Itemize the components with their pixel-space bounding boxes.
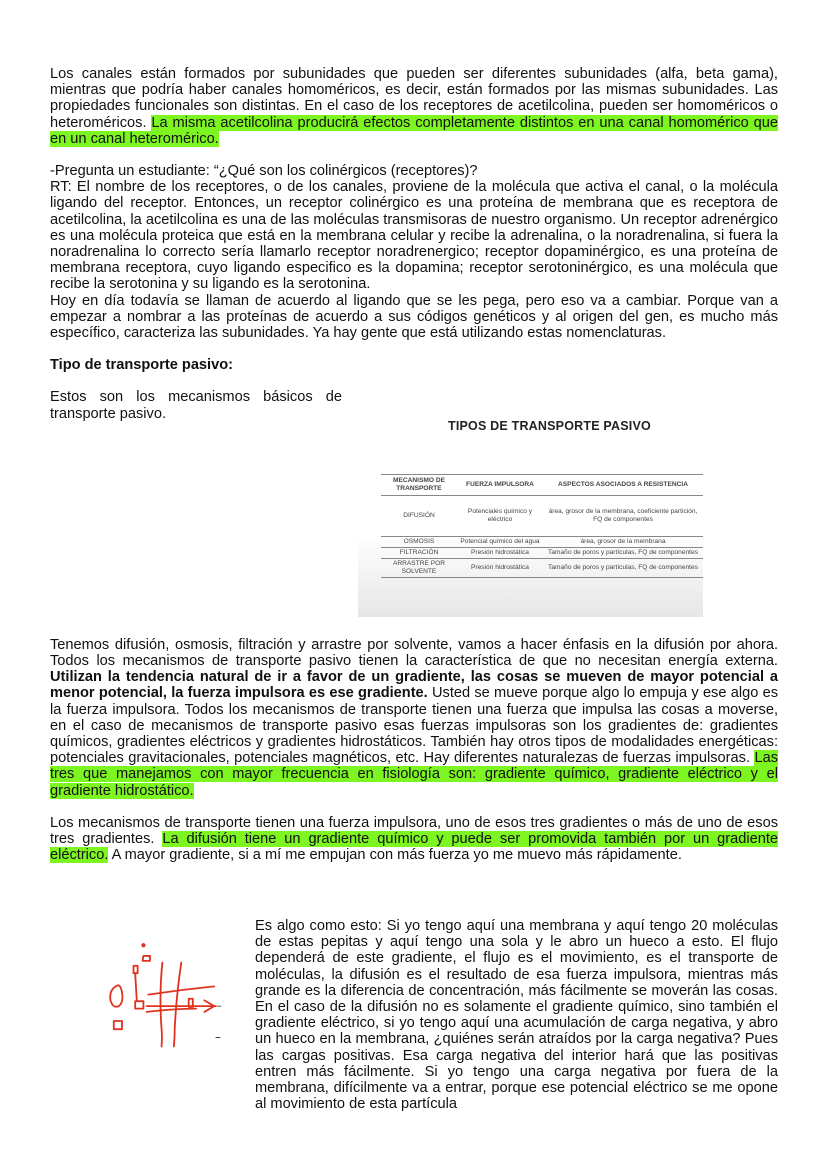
bold-text: Utilizan la tendencia natural de ir a favor de un gradiente, las cosas se mueven de mayor potencial a menor potencial, la fuerza impulsora es ese gradiente. (50, 669, 778, 702)
section-title: Tipo de transporte pasivo: (50, 357, 233, 374)
table-title: TIPOS DE TRANSPORTE PASIVO (448, 419, 651, 433)
paragraph-subunits: Los canales están formados por subunidades que pueden ser diferentes subunidades (alfa, beta gama), mientras que podría haber canales homoméricos, es decir, están formados por las mismas subunidades. Las propiedades funcionales son distintas. En el caso de los receptores de acetilcolina, pueden ser homoméricos o heteroméricos. La misma acetilcolina producirá efectos completamente distintos en una canal homomérico que en un canal heteromérico. (50, 66, 778, 147)
student-question: -Pregunta un estudiante: “¿Qué son los colinérgicos (receptores)? (50, 163, 478, 180)
header-mechanism: MECANISMO DE TRANSPORTE (392, 477, 446, 492)
table-row: FILTRACIÓN Presión hidrostática Tamaño de poros y partículas, FQ de componentes (381, 548, 703, 559)
table-header-row (381, 475, 703, 496)
table-row: DIFUSIÓN Potenciales químico y eléctrico área, grosor de la membrana, coeficiente partición, FQ de componentes (381, 496, 703, 537)
passive-transport-table-image (358, 401, 703, 617)
answer-paragraph: RT: El nombre de los receptores, o de los canales, proviene de la molécula que activa el canal, o la molécula ligando del receptor. Entonces, un receptor colinérgico es una proteína de membrana que es receptora de acetilcolina, la acetilcolina es una de las moléculas transmisoras de nuestro organismo. Un receptor adrenérgico es una molécula proteica que está en la membrana celular y recibe la adrenalina, o la noradrenalina, si fuera la noradrenalina lo correcto sería llamarlo receptor noradrenergico; receptor dopaminérgico, es una proteína de membrana receptora, cuyo ligando especifico es la dopamina; receptor serotoninérgico, es una molécula que recibe la serotonina y su ligando es la serotonina. (50, 179, 778, 293)
passive-transport-table (381, 474, 703, 578)
document-page (50, 66, 778, 1113)
example-paragraph: Es algo como esto: Si yo tengo aquí una membrana y aquí tengo 20 moléculas de estas pepitas y aquí tengo una sola y le abro un hueco a esto. El flujo dependerá de este gradiente, el flujo es el movimiento, es el transporte de moléculas, la difusión es el resultado de esa fuerza impulsora, mientras más grande es la diferencia de concentración, más fácilmente se moverán las cosas. En el caso de la difusión no es solamente el gradiente químico, sino también el gradiente eléctrico, si yo tengo aquí una acumulación de carga negativa, y abro un hueco en la membrana, ¿quiénes serán atraídos por la carga negativa? Pues las cargas positivas. Esa carga negativa del interior hará que las positivas entren más fácilmente. Si yo tengo una carga negativa por fuera de la membrana, difícilmente va a entrar, porque ese potencial eléctrico se me opone al movimiento de esta partícula (255, 918, 778, 1113)
example-text (255, 918, 778, 1112)
gradients-paragraph: Los mecanismos de transporte tienen una fuerza impulsora, uno de esos tres gradientes o más de uno de esos tres gradientes. La difusión tiene un gradiente químico y puede ser promovida también por un gradiente eléctrico. A mayor gradiente, si a mí me empujan con más fuerza yo me muevo más rápidamente. (50, 814, 778, 864)
table-row: OSMOSIS Potencial químico del agua área, grosor de la membrana (381, 537, 703, 548)
header-force: FUERZA IMPULSORA (466, 481, 534, 488)
naming-paragraph: Hoy en día todavía se llaman de acuerdo al ligando que se les pega, pero eso va a cambiar. Porque van a empezar a nombrar a las proteínas de acuerdo a sus códigos genéticos y al origen del gen, es mucho más específico, caracteriza las subunidades. Ya hay gente que está utilizando estas nomenclaturas. (50, 292, 778, 342)
highlighted-text: La difusión tiene un gradiente químico y puede ser promovida también por un gradiente eléctrico. (50, 831, 778, 864)
membrane-diffusion-sketch-icon (94, 918, 234, 1063)
table-row: ARRASTRE POR SOLVENTE Presión hidrostática Tamaño de poros y partículas, FQ de componentes (381, 559, 703, 578)
highlighted-text: Las tres que manejamos con mayor frecuencia en fisiología son: gradiente químico, gradiente eléctrico y el gradiente hidrostático. (50, 750, 778, 799)
highlighted-text: La misma acetilcolina producirá efectos completamente distintos en una canal homomérico que en un canal heteromérico. (50, 114, 778, 147)
section-intro: Estos son los mecanismos básicos de transporte pasivo. (50, 389, 342, 422)
header-resistance: ASPECTOS ASOCIADOS A RESISTENCIA (558, 481, 688, 488)
mechanisms-paragraph: Tenemos difusión, osmosis, filtración y arrastre por solvente, vamos a hacer énfasis en la difusión por ahora. Todos los mecanismos de transporte pasivo tienen la característica de que no necesitan energía externa. Utilizan la tendencia natural de ir a favor de un gradiente, las cosas se mueven de mayor potencial a menor potencial, la fuerza impulsora es ese gradiente. Usted se mueve porque algo lo empuja y ese algo es la fuerza impulsora. Todos los mecanismos de transporte tienen una fuerza que impulsa las cosas a moverse, en el caso de mecanismos de transporte pasivo esas fuerzas impulsoras son los gradientes de: gradientes químicos, gradientes eléctricos y gradientes hidrostáticos. También hay otros tipos de modalidades energéticas: potenciales gravitacionales, potenciales magnéticos, etc. Hay diferentes naturalezas de fuerzas impulsoras. Las tres que manejamos con mayor frecuencia en fisiología son: gradiente químico, gradiente eléctrico y el gradiente hidrostático. (50, 636, 778, 799)
